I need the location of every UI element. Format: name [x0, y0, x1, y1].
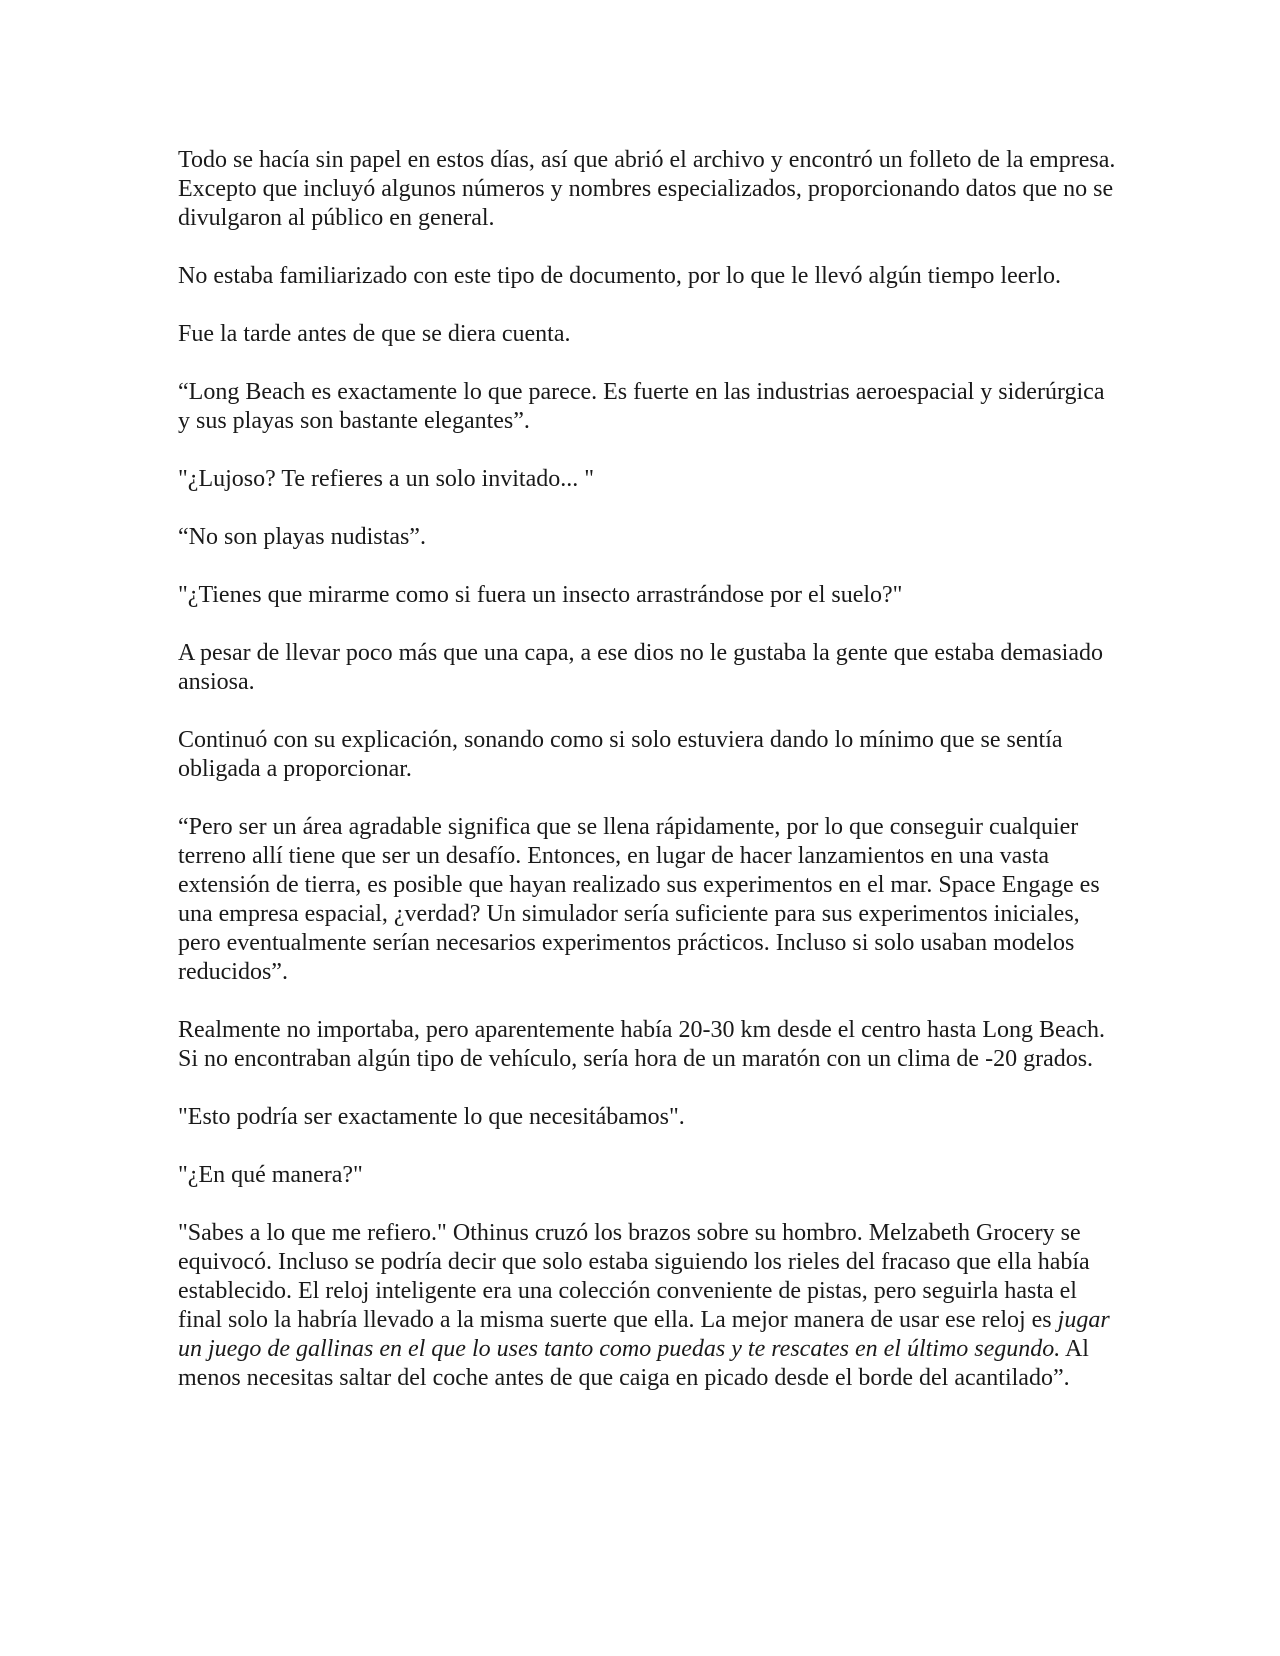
- final-paragraph-text-1: "Sabes a lo que me refiero." Othinus cruzó los brazos sobre su hombro. Melzabeth Grocery se equivocó. Incluso se podría decir que solo estaba siguiendo los rieles del fracaso que ella había establecido. El reloj inteligente era una colección conveniente de pistas, pero seguirla hasta el final solo la habría llevado a la misma suerte que ella. La mejor manera de usar ese reloj es: [178, 1220, 1090, 1333]
- paragraph: No estaba familiarizado con este tipo de documento, por lo que le llevó algún tiempo leerlo.: [178, 263, 1062, 289]
- paragraph: “Pero ser un área agradable significa que se llena rápidamente, por lo que conseguir cualquier terreno allí tiene que ser un desafío. Entonces, en lugar de hacer lanzamientos en una vasta extensión de tierra, es posible que hayan realizado sus experimentos en el mar. Space Engage es una empresa espacial, ¿verdad? Un simulador sería suficiente para sus experimentos iniciales, pero eventualmente serían necesarios experimentos prácticos. Incluso si solo usaban modelos reducidos”.: [178, 814, 1100, 985]
- final-paragraph-italic-text: jugar un juego de gallinas en el que lo uses tanto como puedas y te rescates en el último segundo.: [178, 1307, 1110, 1362]
- paragraph: "Esto podría ser exactamente lo que necesitábamos".: [178, 1104, 685, 1130]
- paragraph: "¿Lujoso? Te refieres a un solo invitado... ": [178, 466, 595, 492]
- paragraph: "¿Tienes que mirarme como si fuera un insecto arrastrándose por el suelo?": [178, 582, 903, 608]
- paragraph: "¿En qué manera?": [178, 1162, 363, 1188]
- paragraph: “No son playas nudistas”.: [178, 524, 426, 550]
- paragraph: Continuó con su explicación, sonando como si solo estuviera dando lo mínimo que se sentía obligada a proporcionar.: [178, 727, 1063, 782]
- document-body: [178, 146, 1118, 1393]
- paragraph: Realmente no importaba, pero aparentemente había 20-30 km desde el centro hasta Long Beach. Si no encontraban algún tipo de vehículo, sería hora de un maratón con un clima de -20 grados.: [178, 1017, 1105, 1072]
- paragraph: Fue la tarde antes de que se diera cuenta.: [178, 321, 571, 347]
- final-paragraph: [178, 1219, 1118, 1393]
- paragraph: “Long Beach es exactamente lo que parece. Es fuerte en las industrias aeroespacial y siderúrgica y sus playas son bastante elegantes”.: [178, 379, 1105, 434]
- paragraph: A pesar de llevar poco más que una capa, a ese dios no le gustaba la gente que estaba demasiado ansiosa.: [178, 640, 1103, 695]
- paragraph: Todo se hacía sin papel en estos días, así que abrió el archivo y encontró un folleto de la empresa. Excepto que incluyó algunos números y nombres especializados, proporcionando datos que no se divulgaron al público en general.: [178, 147, 1116, 231]
- final-paragraph-text-2: Al menos necesitas saltar del coche antes de que caiga en picado desde el borde del acantilado”.: [178, 1336, 1089, 1391]
